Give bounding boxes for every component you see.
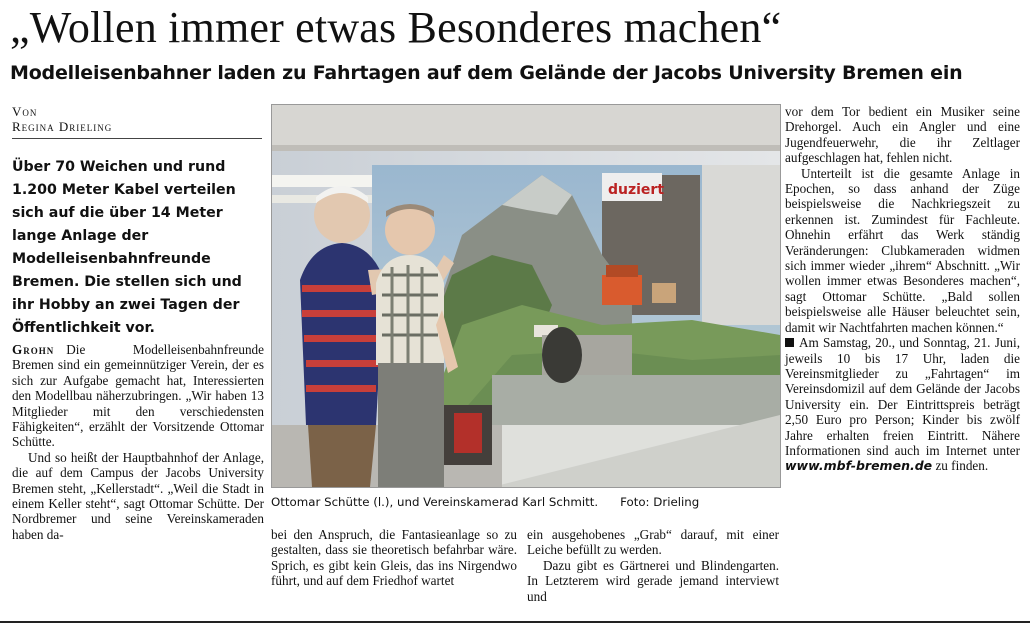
paragraph-text: Die Modelleisenbahnfreunde Bremen sind ein gemeinnütziger Verein, der es sich zur Aufgabe gemacht hat, Interessierten den Modellbau näherzubringen. „Wir haben 13 Mitglieder mit den verschiedensten Fähigkeiten“, erzählt der Vorsitzende Ottomar Schütte. — [12, 342, 264, 450]
column-1 — [12, 342, 264, 542]
author-name: Regina Drieling — [12, 119, 113, 134]
paragraph: Unterteilt ist die gesamte Anlage in Epochen, so dass anhand der Züge beispielsweise die Nachkriegszeit zu erkennen ist. Zumindest für Fachleute. Ohnehin erfährt das Werk ständig Veränderungen: Clubkameraden widmen sich immer wieder „ihrem“ Abschnitt. „Wir wollen immer etwas Besonderes machen“, sagt Ottomar Schütte. „Bald sollen beispielsweise alle Häuser beleuchtet sein, damit wir Nachtfahrten machen können.“ — [785, 165, 1020, 335]
paragraph — [785, 335, 1020, 474]
column-3 — [527, 527, 779, 604]
paragraph: vor dem Tor bedient ein Musiker seine Drehorgel. Auch ein Angler und eine Jugendfeuerwehr, die ihr Zeltlager aufgeschlagen hat, fehlen nicht. — [785, 104, 1020, 166]
website-link[interactable]: www.mbf-bremen.de — [785, 458, 933, 474]
photo-credit: Foto: Drieling — [620, 495, 700, 509]
paragraph: ein ausgehobenes „Grab“ darauf, mit einer Leiche befüllt zu werden. — [527, 527, 779, 558]
paragraph — [12, 342, 264, 450]
subheadline: Modelleisenbahner laden zu Fahrtagen auf dem Gelände der Jacobs University Bremen ein — [10, 62, 963, 84]
caption-text: Ottomar Schütte (l.), und Vereinskamerad Karl Schmitt. — [271, 495, 599, 509]
headline: „Wollen immer etwas Besonderes machen“ — [10, 3, 782, 52]
column-4 — [785, 104, 1020, 474]
photo-illustration — [272, 105, 780, 487]
paragraph-text: Am Samstag, 20., und Sonntag, 21. Juni, jeweils 10 bis 17 Uhr, laden die Vereinsmitglieder zu „Fahrtagen“ im Vereinsdomizil auf dem Gelände der Jacobs University ein. Der Eintrittspreis beträgt 2,50 Euro pro Person; Kinder bis zwölf Jahre erhalten freien Eintritt. Nähere Informationen sind auch im Internet unter — [785, 335, 1020, 458]
paragraph: bei den Anspruch, die Fantasieanlage so zu gestalten, dass sie theoretisch befahrbar wäre. Sprich, es gibt kein Gleis, das ins Nirgendwo führt, und auf dem Friedhof wartet — [271, 527, 517, 589]
dateline: Grohn — [12, 342, 55, 357]
bottom-divider — [0, 621, 1030, 623]
photo-sign-text: duziert — [608, 182, 665, 198]
column-2 — [271, 527, 517, 589]
paragraph: Dazu gibt es Gärtnerei und Blindengarten. In Letzterem wird gerade jemand interviewt und — [527, 557, 779, 604]
paragraph: Und so heißt der Hauptbahnhof der Anlage, die auf dem Campus der Jacobs University Bremen steht, „Kellerstadt“. „Weil die Stadt in einem Keller steht“, sagt Ottomar Schütte. Der Nordbremer und seine Vereinskameraden haben da- — [12, 449, 264, 542]
author-prefix: Von — [12, 104, 38, 119]
author-byline — [12, 104, 262, 139]
article-photo — [271, 104, 781, 488]
paragraph-text: zu finden. — [935, 458, 989, 474]
bullet-square-icon — [785, 338, 794, 347]
photo-caption — [271, 494, 779, 510]
lead-paragraph: Über 70 Weichen und rund 1.200 Meter Kabel verteilen sich auf die über 14 Meter lange Anlage der Modelleisenbahnfreunde Bremen. Die stellen sich und ihr Hobby an zwei Tagen der Öffentlichkeit vor. — [12, 159, 242, 336]
